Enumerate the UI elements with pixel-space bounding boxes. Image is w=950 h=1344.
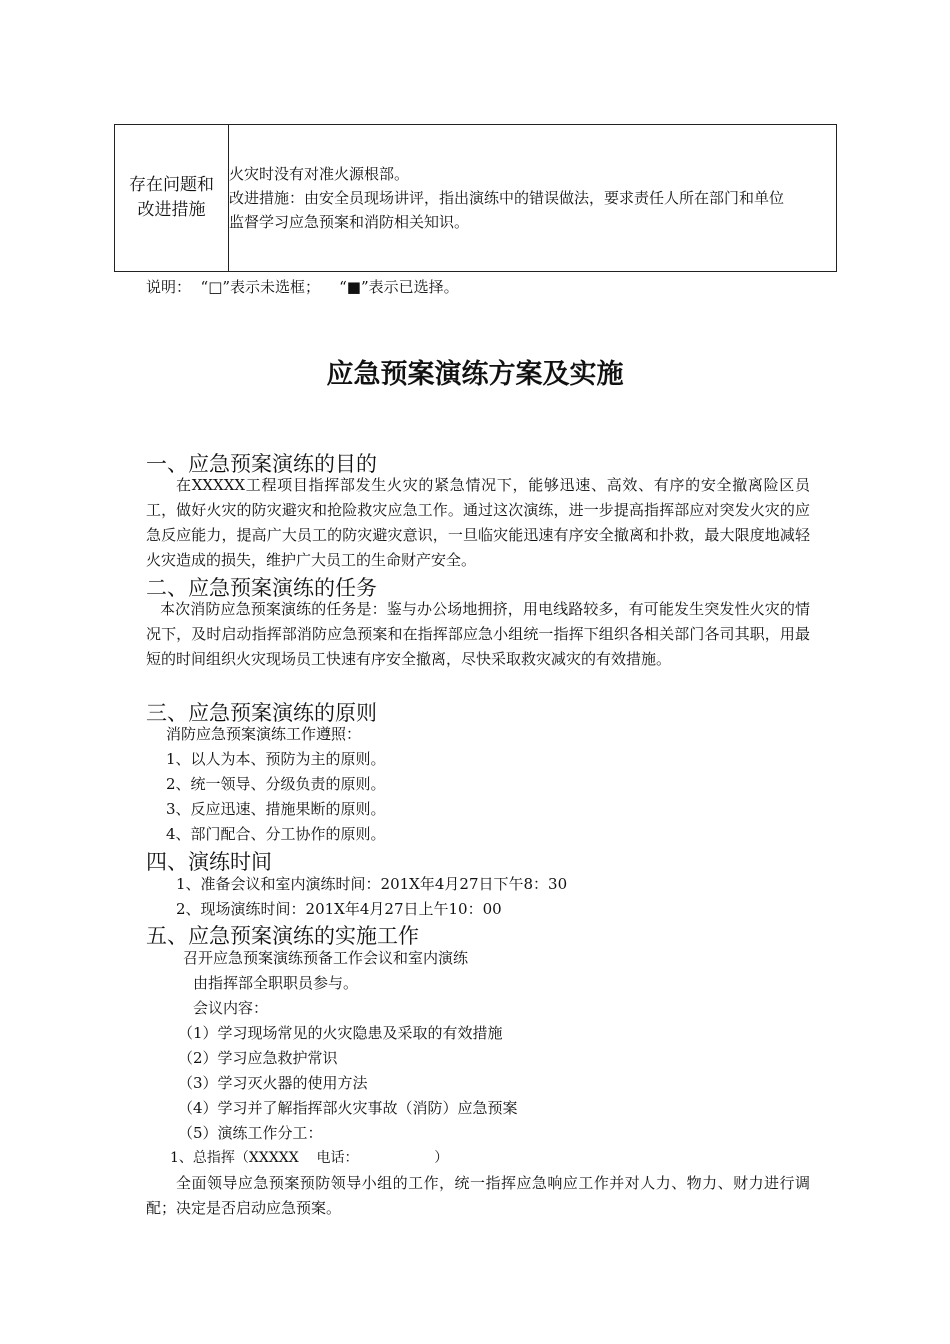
issues-content-cell (229, 125, 837, 272)
section4-heading: 四、演练时间 (146, 850, 272, 874)
schedule-item: 2、现场演练时间：201X年4月27日上午10：00 (176, 900, 502, 918)
issues-content-line1: 火灾时没有对准火源根部。 (229, 165, 410, 183)
principle-item: 4、部门配合、分工协作的原则。 (166, 825, 386, 843)
issues-content-line2: 改进措施：由安全员现场讲评，指出演练中的错误做法，要求责任人所在部门和单位 (229, 189, 785, 207)
principle-item: 3、反应迅速、措施果断的原则。 (166, 800, 386, 818)
implementation-line: 由指挥部全职职员参与。 (193, 974, 359, 992)
section5-heading: 五、应急预案演练的实施工作 (146, 924, 419, 948)
section3-intro: 消防应急预案演练工作遵照： (166, 725, 362, 743)
section2-heading: 二、应急预案演练的任务 (146, 576, 377, 600)
implementation-line: 召开应急预案演练预备工作会议和室内演练 (183, 949, 469, 967)
issues-content-line3: 监督学习应急预案和消防相关知识。 (229, 213, 470, 231)
principle-item: 2、统一领导、分级负责的原则。 (166, 775, 386, 793)
meeting-item: （5）演练工作分工： (178, 1124, 323, 1142)
section1-body: 在XXXXX工程项目指挥部发生火灾的紧急情况下，能够迅速、高效、有序的安全撤离险区员工，做好火灾的防灾避灾和抢险救灾应急工作。通过这次演练，进一步提高指挥部应对突发火灾的应急反应能力，提高广大员工的防灾避灾意识，一旦临灾能迅速有序安全撤离和扑救，最大限度地减轻火灾造成的损失，维护广大员工的生命财产安全。 (146, 476, 810, 569)
section1-heading: 一、应急预案演练的目的 (146, 452, 377, 476)
meeting-item: （4）学习并了解指挥部火灾事故（消防）应急预案 (178, 1099, 518, 1117)
commander-duties: 全面领导应急预案预防领导小组的工作，统一指挥应急响应工作并对人力、物力、财力进行调配；决定是否启动应急预案。 (146, 1174, 810, 1217)
principle-item: 1、以人为本、预防为主的原则。 (166, 750, 386, 768)
meeting-item: （2）学习应急救护常识 (178, 1049, 338, 1067)
document-title: 应急预案演练方案及实施 (326, 359, 624, 390)
legend-note: 说明： “□”表示未选框； “■”表示已选择。 (146, 278, 459, 296)
meeting-item: （3）学习灭火器的使用方法 (178, 1074, 368, 1092)
meeting-item: （1）学习现场常见的火灾隐患及采取的有效措施 (178, 1024, 503, 1042)
section3-heading: 三、应急预案演练的原则 (146, 701, 377, 725)
issues-label-cell (115, 125, 229, 272)
issues-table (114, 124, 837, 272)
implementation-line: 会议内容： (193, 999, 269, 1017)
issues-label-line2: 改进措施 (137, 200, 206, 220)
schedule-item: 1、准备会议和室内演练时间：201X年4月27日下午8：30 (176, 875, 568, 893)
issues-label-line1: 存在问题和 (129, 175, 214, 195)
commander-line: 1、总指挥（XXXXX 电话： ） (170, 1150, 449, 1166)
section2-body: 本次消防应急预案演练的任务是：鉴与办公场地拥挤，用电线路较多，有可能发生突发性火灾的情况下，及时启动指挥部消防应急预案和在指挥部应急小组统一指挥下组织各相关部门各司其职，用最短的时间组织火灾现场员工快速有序安全撤离，尽快采取救灾减灾的有效措施。 (146, 600, 810, 668)
